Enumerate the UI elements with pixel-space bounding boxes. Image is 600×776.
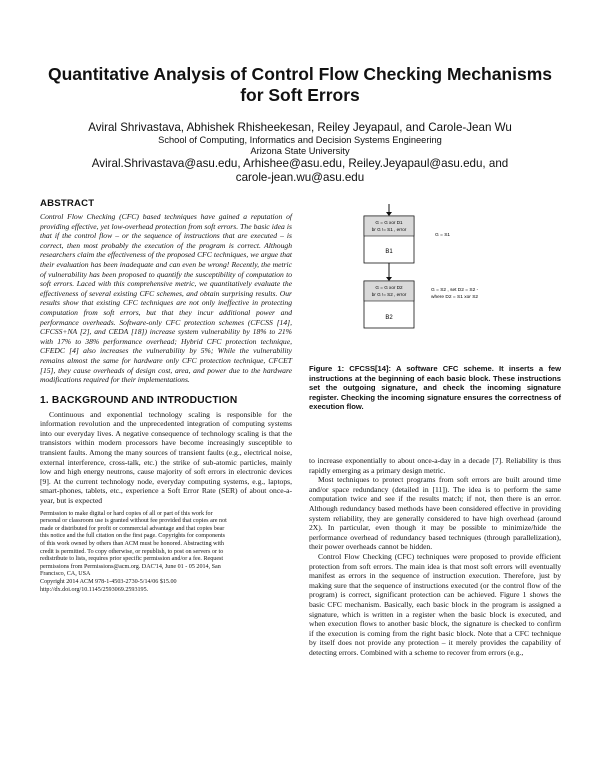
b1-signature-note: G = S1 — [435, 233, 451, 238]
permission-line: permissions from Permissions@acm.org. DAC'14, June 01 - 05 2014, San — [40, 563, 221, 570]
b1-instructions — [364, 216, 414, 236]
copyright-line: Copyright 2014 ACM 978-1-4503-2730-5/14/06 $15.00 — [40, 578, 177, 585]
b1-xor-instruction: G = G xor D1 — [375, 220, 403, 225]
b2-signature-note: G = S2 , set D2 = S2 - — [431, 288, 479, 293]
figure-1 — [309, 198, 561, 456]
permission-line: personal or classroom use is granted without fee provided that copies are not — [40, 518, 227, 525]
permission-line: of this work owned by others than ACM must be honored. Abstracting with — [40, 541, 224, 547]
author-emails-line2: carole-jean.wu@asu.edu — [235, 171, 365, 184]
figure-caption: Figure 1: CFCSS[14]: A software CFC scheme. It inserts a few instructions at the beginning of each basic block. These instructions set the outgoing signature, and check the incoming signature register. Checking the incoming signature ensures the correctness of execution flow. — [309, 364, 561, 412]
affiliation-department: School of Computing, Informatics and Decision Systems Engineering — [158, 135, 442, 145]
intro-paragraph-3: Most techniques to protect programs from soft errors are built around time and/or space redundancy (detailed in [11]). The idea is to perform the same computation twice and see if the results match; if not, then there is an error. Although redundancy based methods have been considered effective in providing system reliability, they are generally considered to have high overhead (around 2X). In particular, even though it may be possible to minimize/hide the performance overhead of redundancy based techniques (through parallelization), their power overheads cannot be hidden. — [309, 475, 561, 552]
permission-notice — [40, 511, 292, 595]
permission-line: redistribute to lists, requires prior specific permission and/or a fee. Request — [40, 556, 224, 563]
permission-line: Francisco, CA, USA — [40, 571, 91, 578]
permission-line: this notice and the full citation on the first page. Copyrights for components — [40, 533, 225, 540]
section-heading-background: 1. BACKGROUND AND INTRODUCTION — [40, 394, 238, 406]
permission-line: Permission to make digital or hard copies of all or part of this work for — [40, 510, 213, 517]
b2-branch-instruction: br G != S2 , error — [371, 292, 407, 297]
b1-branch-instruction: br G != S1 , error — [371, 227, 407, 232]
intro-paragraph-4: Control Flow Checking (CFC) techniques were proposed to provide efficient protection from soft errors. The main idea is that most soft errors will eventually manifest as errors in the sequence of instruction execution. Therefore, just by making sure that the sequence of instructions executed (or the control flow of the program) is correct, significant protection can be achieved. Figure 1 shows the basic CFC mechanism. Basically, each basic block in the program is assigned a signature, which is written in a register when the basic block is executed, and when execution flows to another basic block, the signature is checked to confirm if the execution is coming from the right basic block. Note that a CFC technique by itself does not provide any protection – it merely provides the capability of detecting errors. Combined with a scheme to recover from errors (e.g., — [309, 551, 561, 657]
intro-paragraph-2: to increase exponentially to about once-a-day in a decade [7]. Reliability is thus rapidly emerging as a primary design metric. — [309, 456, 561, 475]
abstract-heading: ABSTRACT — [40, 198, 95, 209]
permission-line: credit is permitted. To copy otherwise, or republish, to post on servers or to — [40, 548, 224, 555]
paper-title: Quantitative Analysis of Control Flow Checking Mechanisms for Soft Errors — [47, 64, 553, 105]
doi-link[interactable]: http://dx.doi.org/10.1145/2593069.2593195. — [40, 586, 149, 593]
intro-paragraph-1: Continuous and exponential technology scaling is responsible for the information revolution and the unprecedented integration of computing systems into our everyday lives. A negative consequence of technology scaling is that the transistors within modern processors have become increasingly susceptible to transient faults. Among the many sources of transient faults (e.g., electrical noise, external interference, cross-talk, etc.) the strike of sub-atomic particles, mainly low and high energy neutrons, cause majority of soft errors in electronic devices [9]. At the current technology node, everyday computing systems, e.g., laptops, smart-phones, tablets, etc., experience a Soft Error Rate (SER) of about once-a-year, but is expected — [40, 409, 292, 506]
b2-instructions — [364, 281, 414, 301]
author-block — [40, 121, 560, 185]
author-names: Aviral Shrivastava, Abhishek Rhisheekesan, Reiley Jeyapaul, and Carole-Jean Wu — [88, 121, 512, 134]
author-emails-line1: Aviral.Shrivastava@asu.edu, Arhishee@asu.edu, Reiley.Jeyapaul@asu.edu, and — [91, 157, 509, 170]
b1-label: B1 — [385, 249, 393, 255]
b2-difference-note: where D2 = S1 xor S2 — [431, 295, 479, 300]
b2-xor-instruction: G = G xor D2 — [375, 285, 403, 290]
abstract-text: Control Flow Checking (CFC) based techniques have gained a reputation of providing effective, yet low-overhead protection from soft errors. The basic idea is that if the control flow – or the sequence of instructions that are executed – is correct, then most probably the execution of the program is correct. Although researchers claim the effectiveness of the proposed CFC techniques, we argue that their evaluation has been inadequate and can even be wrong! Recently, the metric of vulnerability has been proposed to quantify the susceptibility of computation to soft errors. Laced with this comprehensive metric, we quantitatively evaluate the effectiveness of several existing CFC schemes, and obtain surprising results. Our results show that existing CFC techniques are not only ineffective in protecting computation from soft errors, but that they incur additional power and performance overheads. Software-only CFC protection schemes (CFCSS [14], CFCSS+NA [2], and CEDA [18]) increase system vulnerability by 18% to 21% with 17% to 38% performance overhead; Hybrid CFC protection technique, CFEDC [4] also increases the vulnerability by 5%; While the vulnerability remains almost the same for hardware only CFC protection technique, CFCET [15], they cause overheads of design cost, area, and power due to the hardware modifications required for their implementations. — [40, 212, 292, 385]
entry-arrowhead — [386, 212, 392, 216]
left-column — [40, 198, 292, 594]
affiliation-university: Arizona State University — [250, 146, 350, 156]
flow-arrowhead — [386, 277, 392, 281]
permission-line: made or distributed for profit or commercial advantage and that copies bear — [40, 525, 225, 532]
b2-label: B2 — [385, 315, 393, 321]
right-column — [309, 198, 561, 657]
